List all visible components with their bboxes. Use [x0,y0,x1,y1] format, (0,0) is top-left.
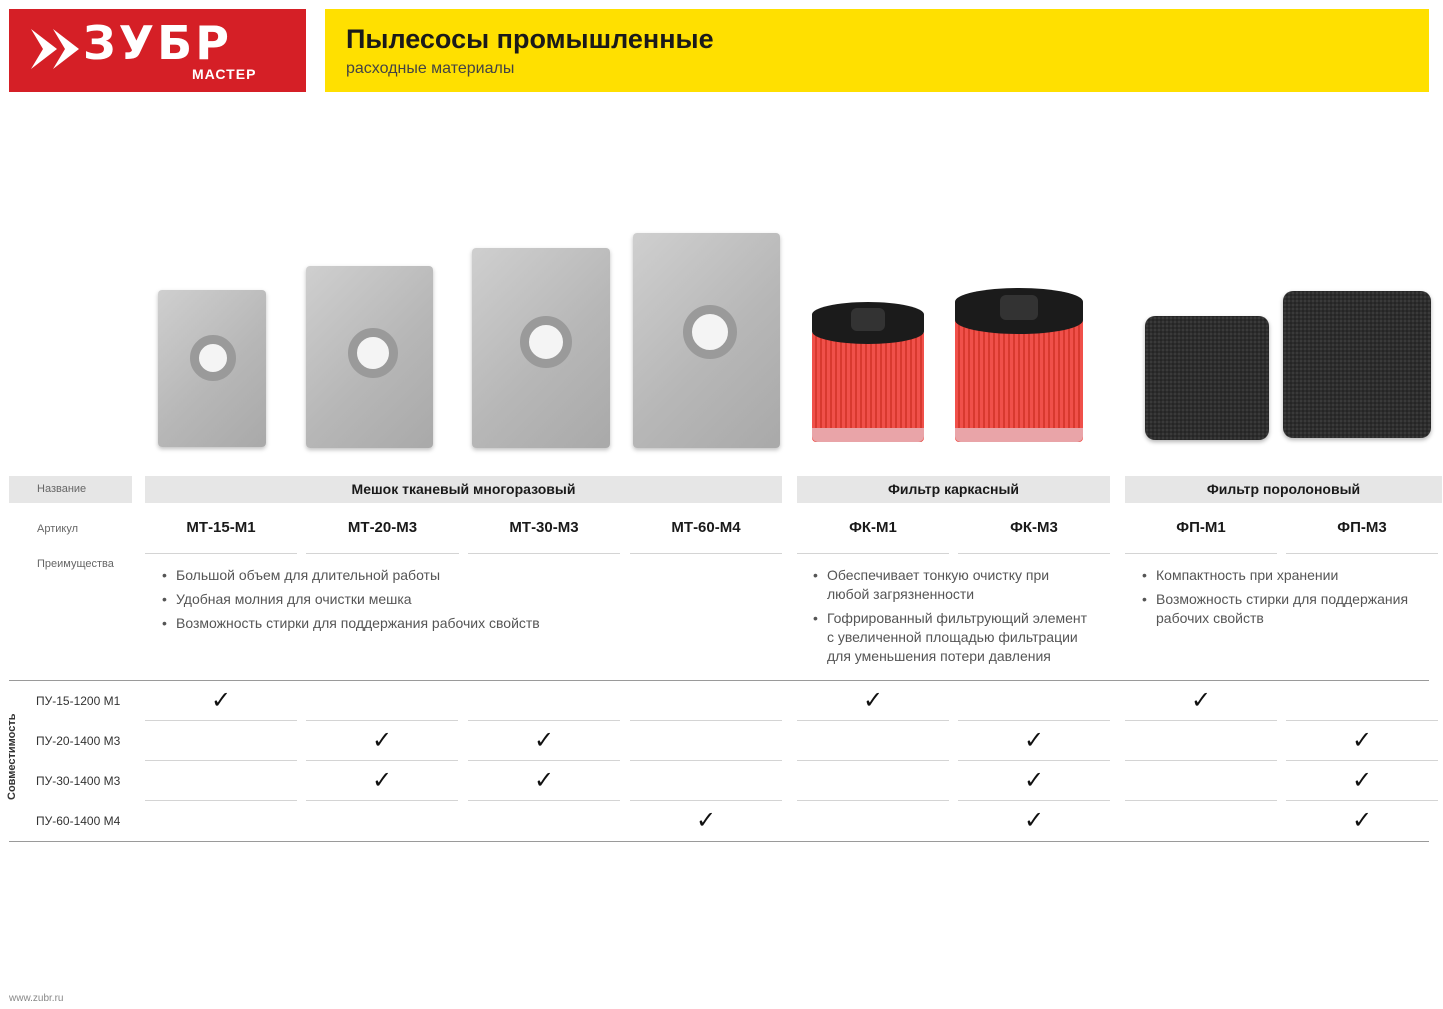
label-name: Название [9,476,132,503]
cartridge-fkm3-image [955,288,1083,442]
article: ФК-М1 [849,519,897,536]
check-icon: ✓ [1023,766,1045,794]
benefit-item: • Гофрированный фильтрующий элемент с увеличенной площадью фильтрации для уменьшения потери давления [813,609,1095,666]
benefit-item: • Большой объем для длительной работы [162,566,762,585]
check-icon: ✓ [1351,766,1373,794]
benefits-bags [162,566,762,638]
label-article: Артикул [37,523,79,535]
brand-sub: МАСТЕР [192,66,257,82]
bag-mt60-image [633,233,780,448]
compatibility-label: Совместимость [6,713,18,800]
benefit-item: • Обеспечивает тонкую очистку при любой загрязненности [813,566,1057,604]
article: ФП-М1 [1176,519,1226,536]
check-icon: ✓ [862,686,884,714]
check-icon: ✓ [1351,806,1373,834]
benefit-item: • Возможность стирки для поддержания рабочих свойств [1142,590,1432,628]
group-bags: Мешок тканевый многоразовый [145,476,782,503]
article: ФП-М3 [1337,519,1387,536]
check-icon: ✓ [1351,726,1373,754]
compat-model-label: ПУ-20-1400 М3 [36,734,121,748]
check-icon: ✓ [210,686,232,714]
footer-url: www.zubr.ru [9,993,64,1004]
check-icon: ✓ [1023,726,1045,754]
check-icon: ✓ [695,806,717,834]
benefit-item: • Удобная молния для очистки мешка [162,590,762,609]
check-icon: ✓ [1190,686,1212,714]
check-icon: ✓ [533,766,555,794]
group-foam: Фильтр поролоновый [1125,476,1442,503]
compat-model-label: ПУ-15-1200 М1 [36,694,121,708]
benefit-item: • Возможность стирки для поддержания рабочих свойств [162,614,762,633]
bag-mt30-image [472,248,610,448]
check-icon: ✓ [533,726,555,754]
brand-name: ЗУБР [83,16,232,70]
compat-model-label: ПУ-30-1400 М3 [36,774,121,788]
article: ФК-М3 [1010,519,1058,536]
page-title: Пылесосы промышленные [346,24,714,54]
label-benefits: Преимущества [37,558,114,570]
article: МТ-20-М3 [347,519,418,536]
benefits-foam [1142,566,1432,633]
benefit-item: • Компактность при хранении [1142,566,1432,585]
article: МТ-30-М3 [509,519,579,536]
foam-fpm1-image [1145,316,1269,440]
foam-fpm3-image [1283,291,1431,438]
logo-arrows-icon [31,29,83,69]
article: МТ-60-М4 [671,519,741,536]
page-subtitle: расходные материалы [346,60,515,77]
bag-mt15-image [158,290,266,447]
bag-mt20-image [306,266,433,448]
check-icon: ✓ [371,766,393,794]
check-icon: ✓ [1023,806,1045,834]
article: МТ-15-М1 [186,519,256,536]
compat-model-label: ПУ-60-1400 М4 [36,814,121,828]
group-cartridge: Фильтр каркасный [797,476,1110,503]
cartridge-fkm1-image [812,302,924,442]
benefits-cartridge [813,566,1103,671]
check-icon: ✓ [371,726,393,754]
